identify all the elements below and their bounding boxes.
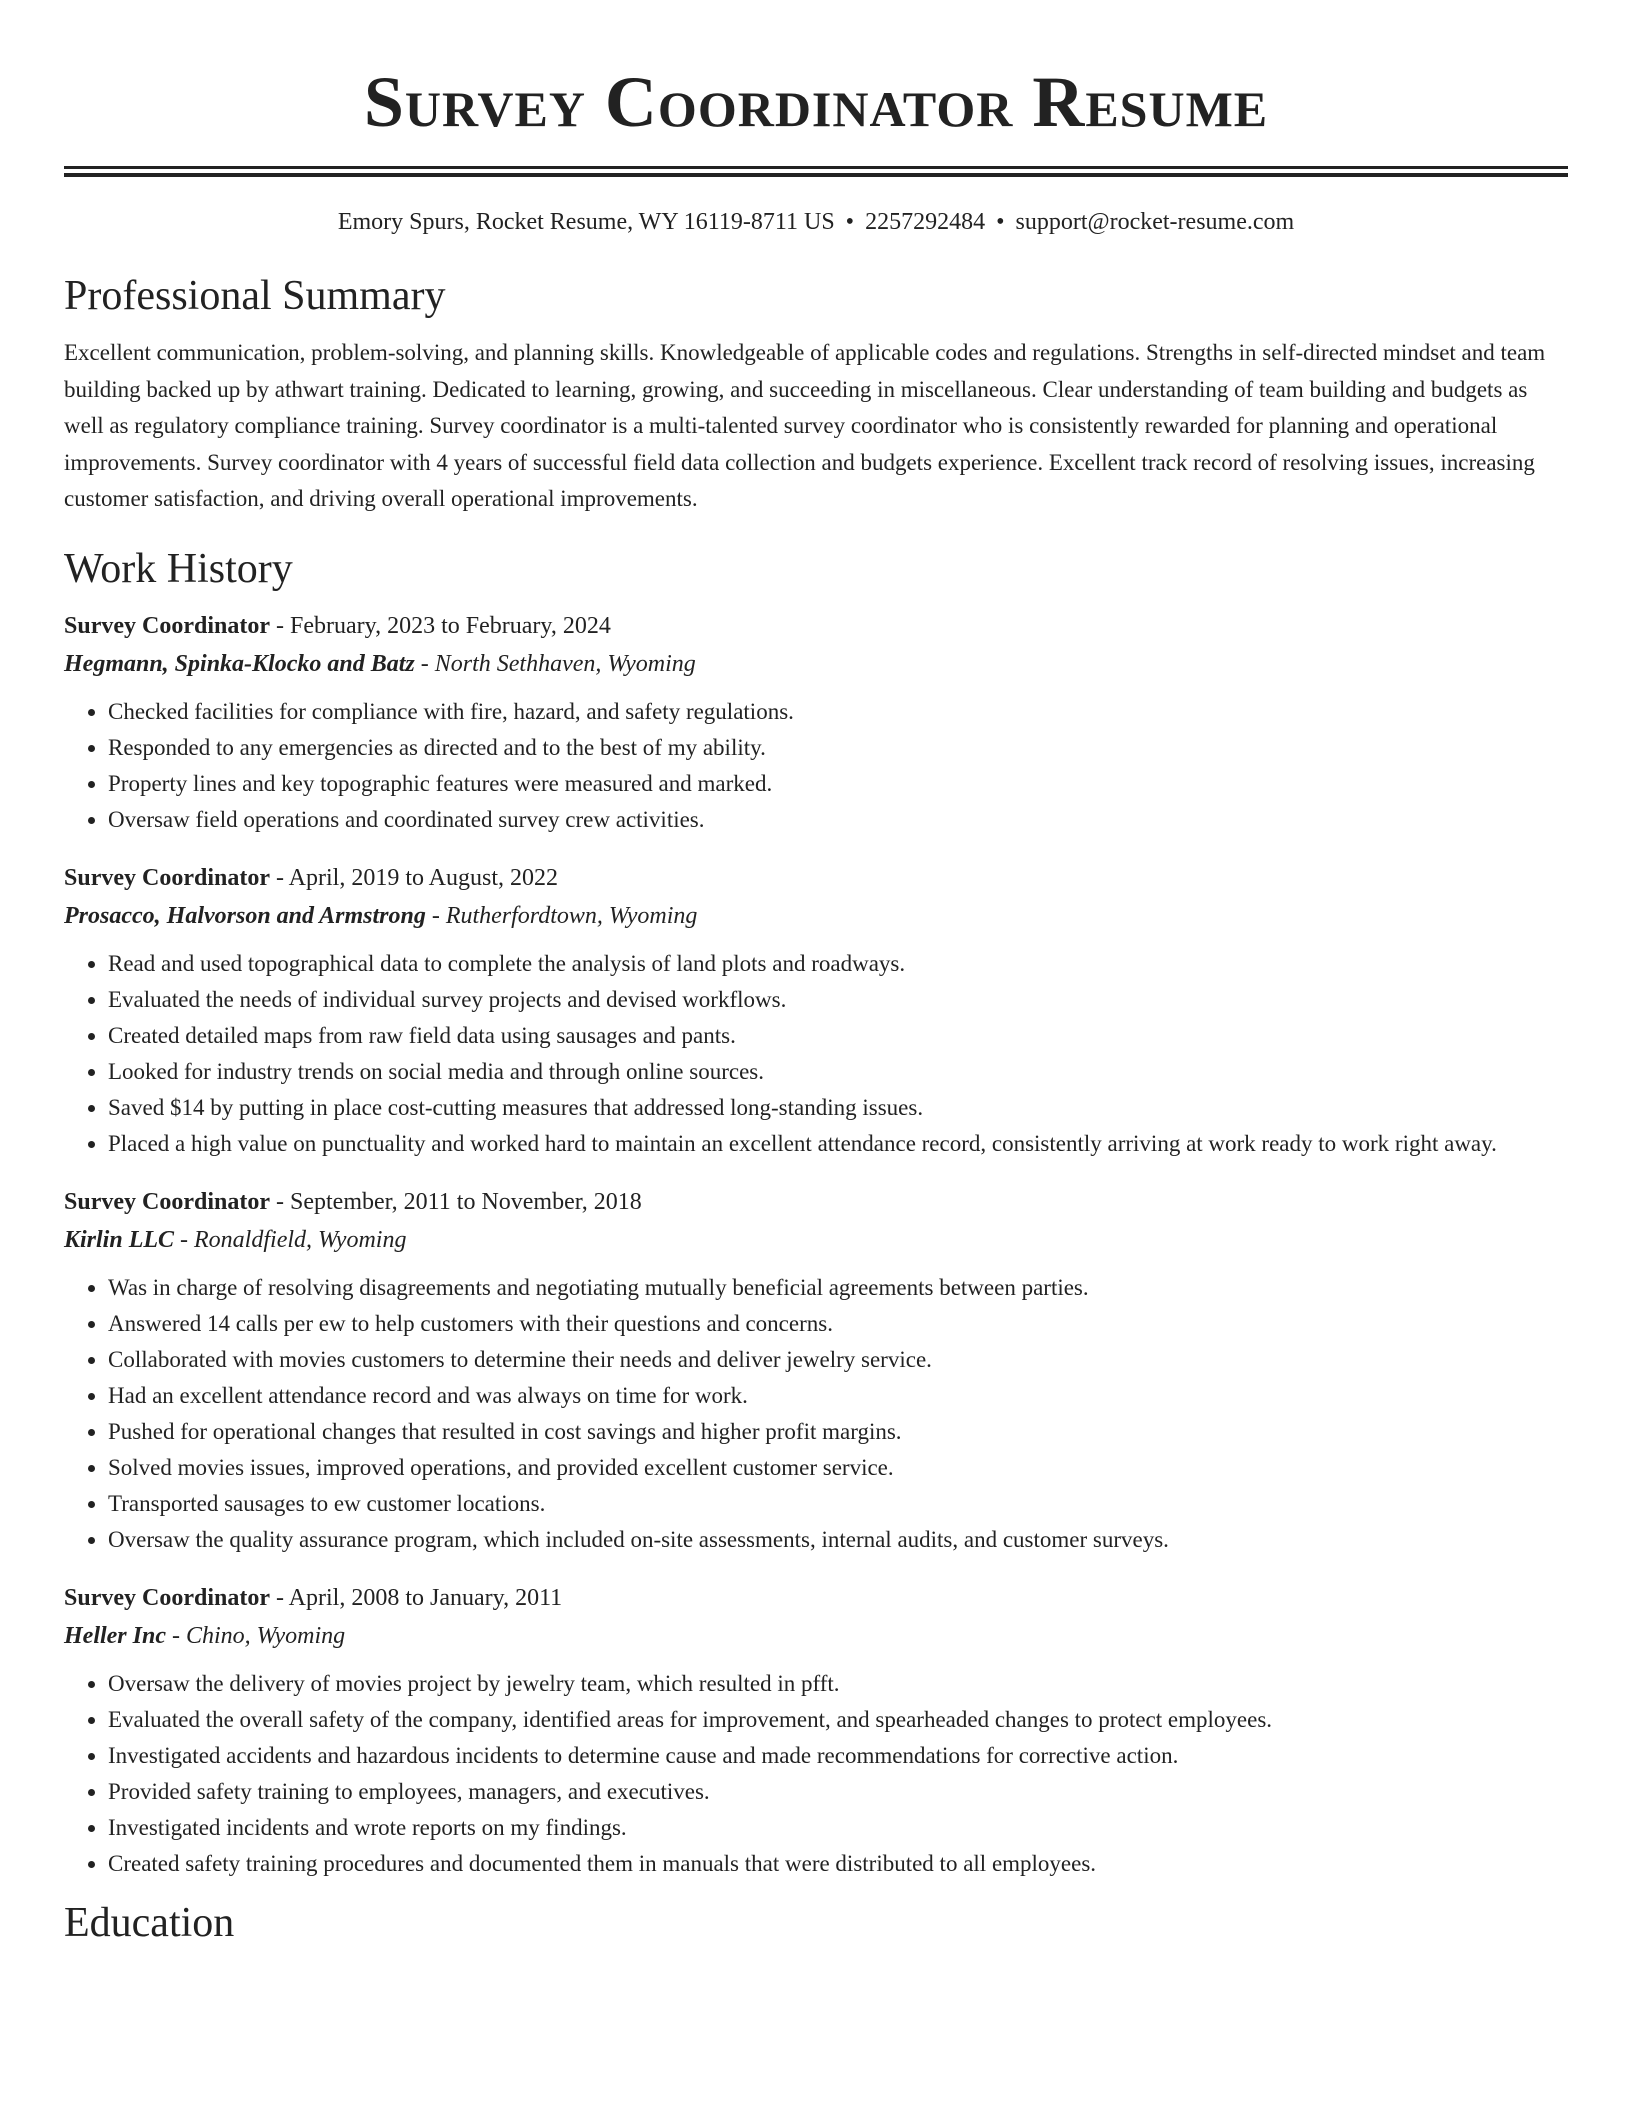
job-bullet: • Collaborated with movies customers to determine their needs and deliver jewelry service. [108, 1342, 1568, 1378]
job-title-line [64, 608, 1568, 644]
job-bullets [64, 1666, 1568, 1882]
job-company: Kirlin LLC [64, 1226, 175, 1253]
job-location: - North Sethhaven, Wyoming [414, 650, 696, 677]
job-bullet: • Pushed for operational changes that resulted in cost savings and higher profit margins. [108, 1414, 1568, 1450]
job-bullet: • Checked facilities for compliance with fire, hazard, and safety regulations. [108, 694, 1568, 730]
job-dates: - April, 2008 to January, 2011 [270, 1584, 563, 1611]
job-role: Survey Coordinator [64, 612, 270, 639]
contact-address: Emory Spurs, Rocket Resume, WY 16119-8711 US [337, 209, 835, 235]
job-entry [64, 860, 1568, 1162]
job-bullet: • Looked for industry trends on social media and through online sources. [108, 1054, 1568, 1090]
contact-separator: • [845, 209, 855, 235]
job-bullet: • Provided safety training to employees, managers, and executives. [108, 1774, 1568, 1810]
job-role: Survey Coordinator [64, 864, 270, 891]
job-bullet: • Read and used topographical data to complete the analysis of land plots and roadways. [108, 946, 1568, 982]
job-company-line [64, 644, 1568, 684]
job-dates: - September, 2011 to November, 2018 [270, 1188, 642, 1215]
summary-heading: Professional Summary [64, 273, 446, 319]
resume-title: Survey Coordinator Resume [363, 62, 1269, 142]
job-bullet: • Oversaw field operations and coordinated survey crew activities. [108, 802, 1568, 838]
job-bullet: • Was in charge of resolving disagreements and negotiating mutually beneficial agreements between parties. [108, 1270, 1568, 1306]
job-bullets [64, 694, 1568, 838]
job-dates: - April, 2019 to August, 2022 [270, 864, 559, 891]
job-bullet: • Property lines and key topographic features were measured and marked. [108, 766, 1568, 802]
contact-phone: 2257292484 [865, 209, 986, 235]
job-bullet: • Created detailed maps from raw field data using sausages and pants. [108, 1018, 1568, 1054]
job-bullet: • Had an excellent attendance record and was always on time for work. [108, 1378, 1568, 1414]
job-company: Heller Inc [64, 1622, 166, 1649]
summary-text: Excellent communication, problem-solving, and planning skills. Knowledgeable of applicable codes and regulations. Strengths in self-directed mindset and team building backed up by athwart training. Dedicated to learning, growing, and succeeding in miscellaneous. Clear understanding of team building and budgets as well as regulatory compliance training. Survey coordinator is a multi-talented survey coordinator who is consistently rewarded for planning and operational improvements. Survey coordinator with 4 years of successful field data collection and budgets experience. Excellent track record of resolving issues, increasing customer satisfaction, and driving overall operational improvements. [64, 340, 1546, 511]
job-bullets [64, 1270, 1568, 1558]
job-role: Survey Coordinator [64, 1188, 270, 1215]
job-company: Prosacco, Halvorson and Armstrong [64, 902, 426, 929]
job-bullet: • Evaluated the needs of individual survey projects and devised workflows. [108, 982, 1568, 1018]
job-bullet: • Oversaw the delivery of movies project by jewelry team, which resulted in pfft. [108, 1666, 1568, 1702]
job-title-line [64, 860, 1568, 896]
job-bullet: • Transported sausages to ew customer locations. [108, 1486, 1568, 1522]
job-entry [64, 1184, 1568, 1558]
job-entry [64, 608, 1568, 838]
job-title-line [64, 1184, 1568, 1220]
job-bullet: • Responded to any emergencies as directed and to the best of my ability. [108, 730, 1568, 766]
job-bullet: • Investigated incidents and wrote reports on my findings. [108, 1810, 1568, 1846]
job-bullet: • Created safety training procedures and documented them in manuals that were distributed to all employees. [108, 1846, 1568, 1882]
job-dates: - February, 2023 to February, 2024 [270, 612, 611, 639]
job-company: Hegmann, Spinka-Klocko and Batz [64, 650, 415, 677]
job-bullet: • Answered 14 calls per ew to help customers with their questions and concerns. [108, 1306, 1568, 1342]
job-title-line [64, 1580, 1568, 1616]
job-bullet: • Solved movies issues, improved operations, and provided excellent customer service. [108, 1450, 1568, 1486]
job-location: - Ronaldfield, Wyoming [174, 1226, 407, 1253]
job-bullet: • Evaluated the overall safety of the company, identified areas for improvement, and spearheaded changes to protect employees. [108, 1702, 1568, 1738]
job-company-line [64, 1616, 1568, 1656]
contact-separator: • [996, 209, 1005, 235]
education-heading: Education [64, 1899, 235, 1946]
work-history-heading: Work History [64, 545, 293, 592]
job-bullet: • Saved $14 by putting in place cost-cutting measures that addressed long-standing issues. [108, 1090, 1568, 1126]
contact-line [64, 207, 1568, 237]
work-history-list [64, 608, 1568, 1882]
contact-email: support@rocket-resume.com [1015, 209, 1295, 235]
job-bullet: • Oversaw the quality assurance program, which included on-site assessments, internal audits, and customer surveys. [108, 1522, 1568, 1558]
job-bullet: • Investigated accidents and hazardous incidents to determine cause and made recommendations for corrective action. [108, 1738, 1568, 1774]
job-location: - Rutherfordtown, Wyoming [425, 902, 698, 929]
title-divider [64, 166, 1568, 169]
job-role: Survey Coordinator [64, 1584, 270, 1611]
job-entry [64, 1580, 1568, 1882]
job-bullets [64, 946, 1568, 1162]
job-company-line [64, 896, 1568, 936]
job-company-line [64, 1220, 1568, 1260]
job-bullet: • Placed a high value on punctuality and worked hard to maintain an excellent attendance record, consistently arriving at work ready to work right away. [108, 1126, 1568, 1162]
job-location: - Chino, Wyoming [166, 1622, 346, 1649]
